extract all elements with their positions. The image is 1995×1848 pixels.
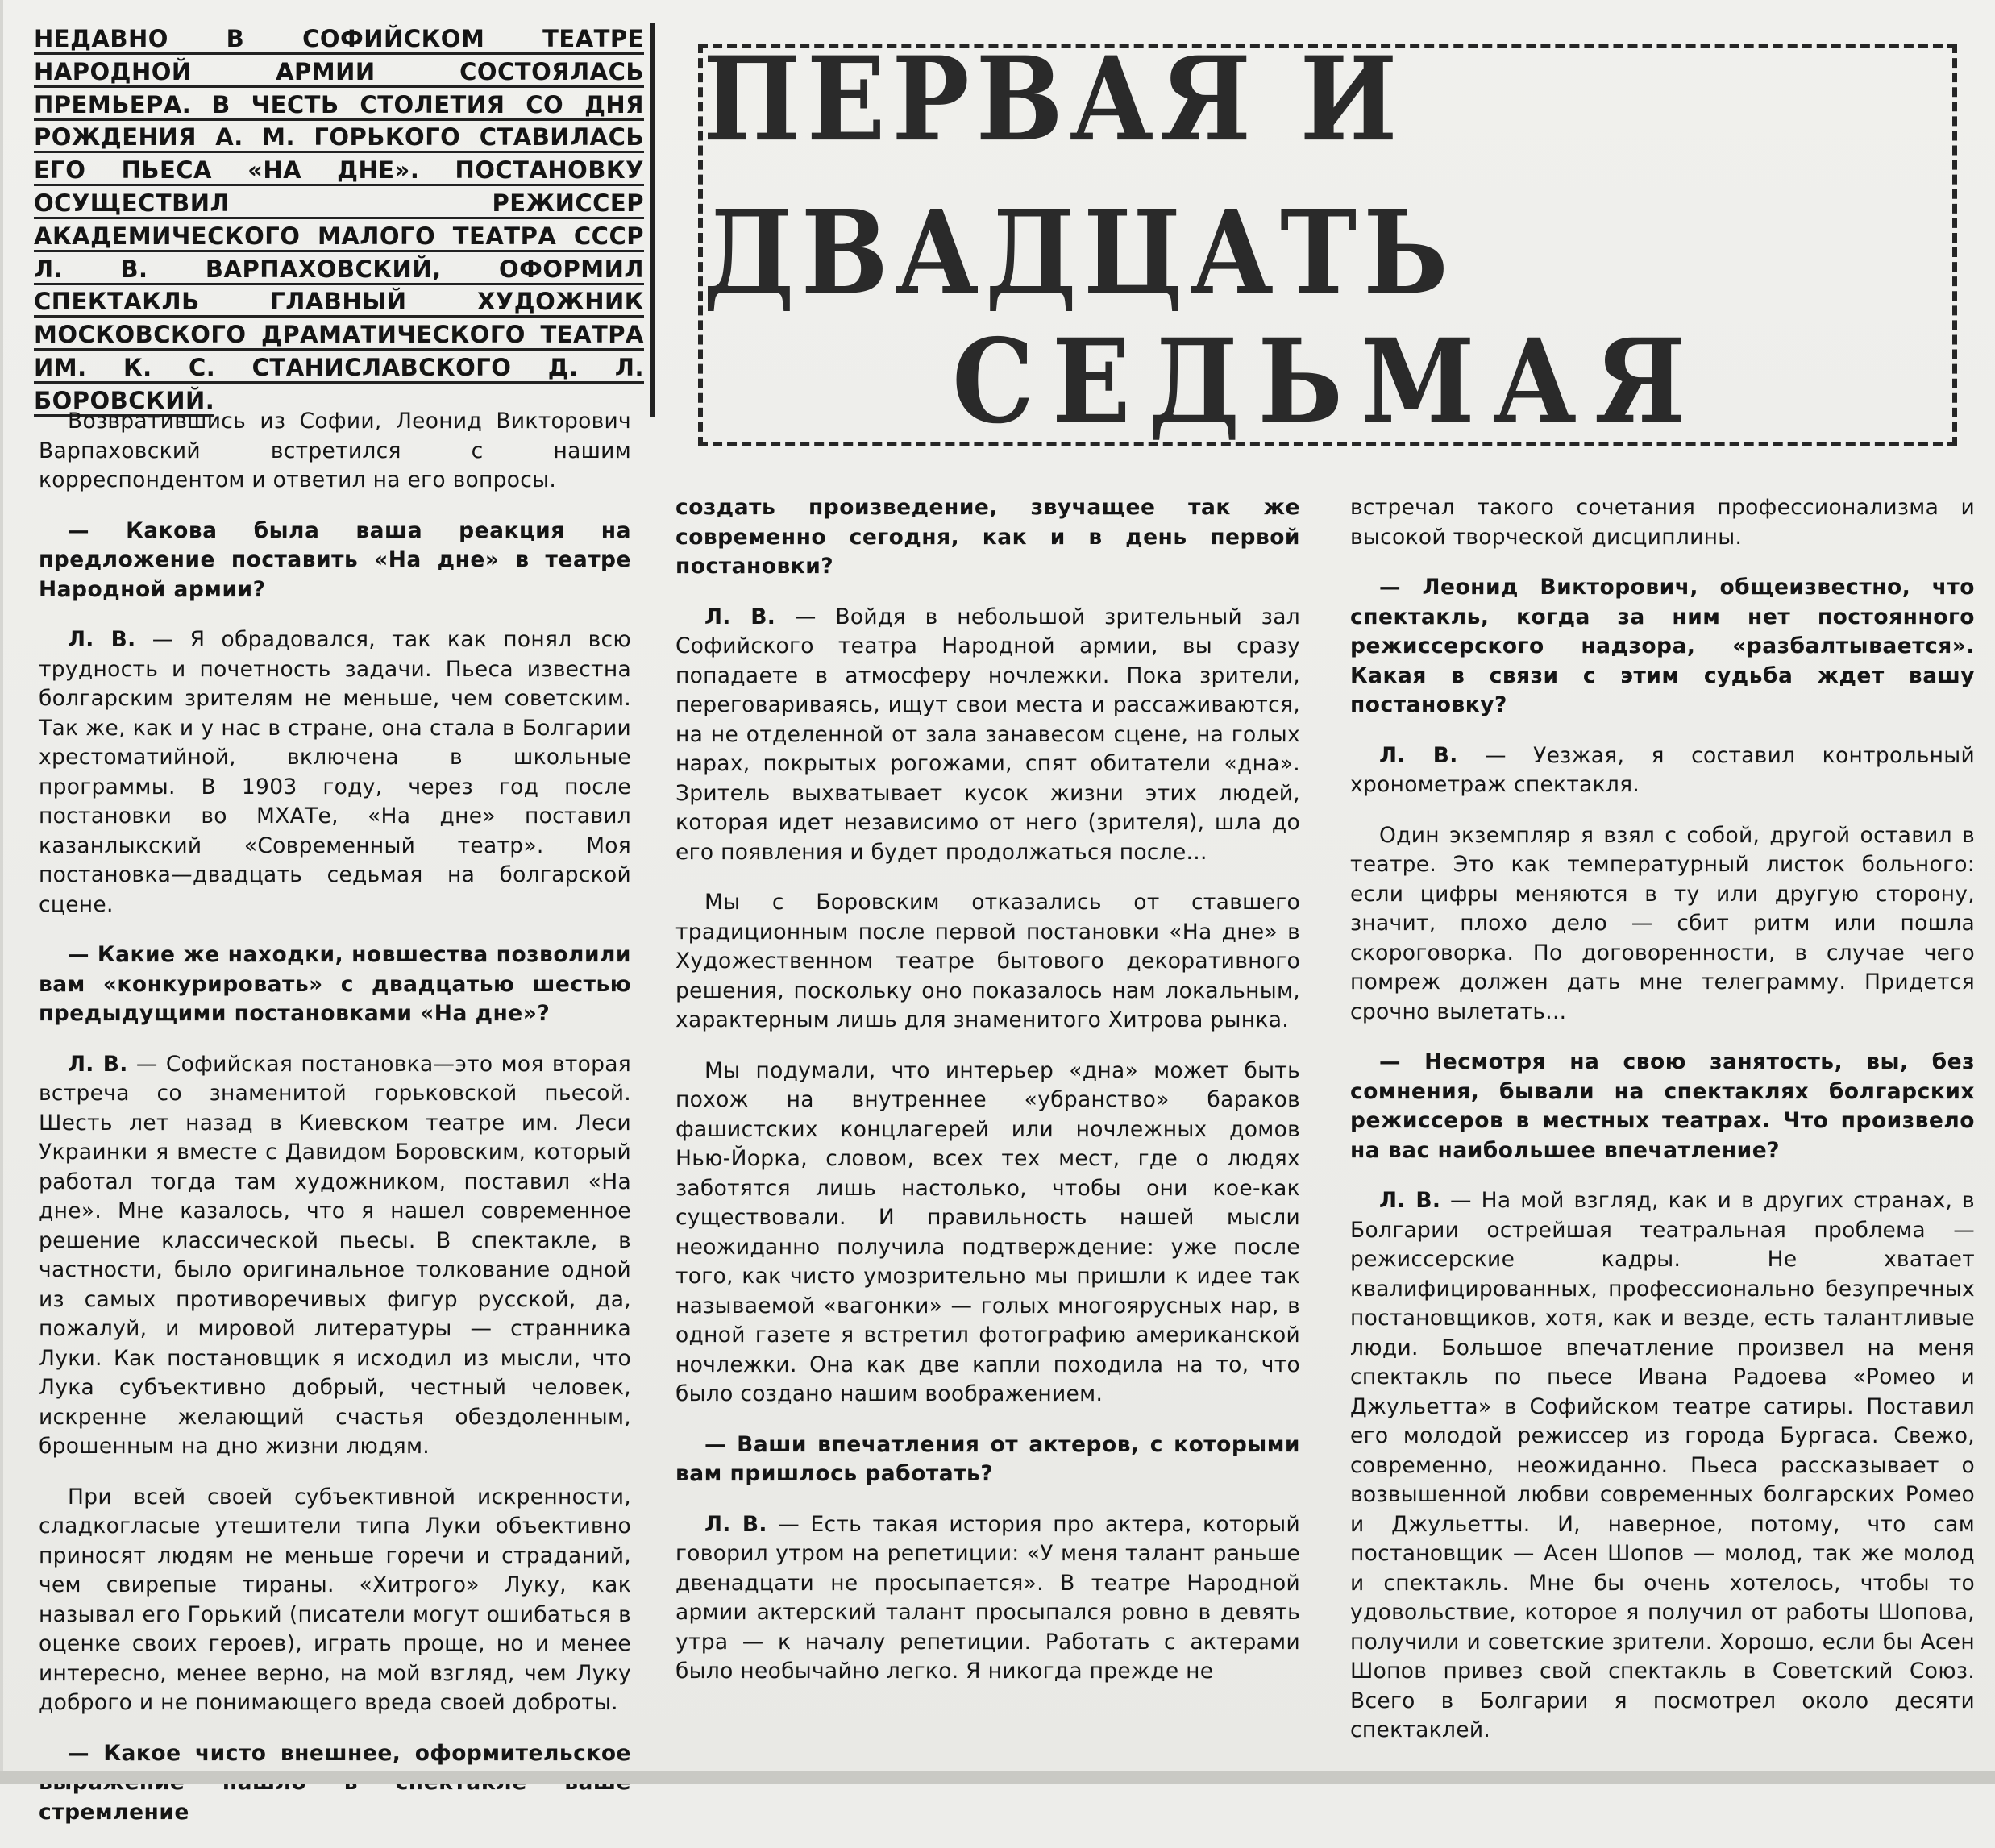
speaker-initials: Л. В. xyxy=(68,1051,128,1077)
paragraph: При всей своей субъективной искренности, сладкогласые утешители типа Луки объективно приносят людям не меньше горечи и страданий, чем свирепые тираны. «Хитрого» Луку, как называл его Горький (писатели могут ошибаться в оценке своих героев), играть проще, но и менее интересно, менее верно, на мой взгляд, чем Луку доброго и не понимающего вреда своей доброты. xyxy=(39,1484,631,1715)
column-3 xyxy=(1350,493,1975,1767)
column-1 xyxy=(39,407,631,1848)
answer-1-text: — Я обрадовался, так как понял всю трудность и почетность задачи. Пьеса известна болгарским зрителям не меньше, чем советским. Так же, как и у нас в стране, она стала в Болгарии хрестоматийной, включена в школьные программы. В 1903 году, через год после постановки во МХАТе, «На дне» поставил казанлыкский «Современный театр». Моя постановка—двадцать седьмая на болгарской сцене. xyxy=(39,627,631,917)
speaker-initials: Л. В. xyxy=(68,627,136,652)
answer-4-text: — Есть такая история про актера, который говорил утром на репетиции: «У меня талант раньше двенадцати не просыпается». В театре Народной армии актерский талант просыпался ровно в девять утра — к началу репетиции. Работать с актерами было необычайно легко. Я никогда прежде не xyxy=(675,1511,1300,1684)
question-1: — Какова была ваша реакция на предложение поставить «На дне» в театре Народной армии? xyxy=(39,517,631,602)
answer-2 xyxy=(39,1050,631,1462)
paragraph: Мы подумали, что интерьер «дна» может быть похож на внутреннее «убранство» бараков фашистских концлагерей или ночлежных домов Нью-Йорка, словом, всех тех мест, где о людях заботятся лишь настолько, чтобы они кое-как существовали. И правильность нашей мысли неожиданно получила подтверждение: уже после того, как чисто умозрительно мы пришли к идее так называемой «вагонки» — голых многоярусных нар, в одной газете я встретил фотографию американской ночлежки. Она как две капли походила на то, что было создано нашим воображением. xyxy=(675,1057,1300,1406)
answer-2-text: — Софийская постановка—это моя вторая встреча со знаменитой горьковской пьесой. Шесть лет назад в Киевском театре им. Леси Украинки я вместе с Давидом Боровским, который работал тогда там художником, поставил «На дне». Мне казалось, что я нашел современное решение классической пьесы. В спектакле, в частности, было оригинальное толкование одной из самых противоречивых фигур русской, да, пожалуй, и мировой литературы — странника Луки. Как постановщик я исходил из мысли, что Лука субъективно добрый, честный человек, искренне желающий счастья обездоленным, брошенным на дно жизни людям. xyxy=(39,1051,631,1459)
lead-paragraph xyxy=(34,23,655,417)
speaker-initials: Л. В. xyxy=(1379,742,1458,768)
question-5: — Леонид Викторович, общеизвестно, что спектакль, когда за ним нет постоянного режиссерского надзора, «разбалтывается». Какая в связи с этим судьба ждет вашу постановку? xyxy=(1350,575,1975,717)
answer-3 xyxy=(675,603,1300,868)
answer-5-text: — Уезжая, я составил контрольный хронометраж спектакля. xyxy=(1350,742,1975,797)
headline-line-2: СЕДЬМАЯ xyxy=(952,314,1703,450)
answer-4-continued: встречал такого сочетания профессионализма и высокой творческой дисциплины. xyxy=(1350,495,1975,550)
answer-4 xyxy=(675,1510,1300,1687)
answer-5 xyxy=(1350,741,1975,800)
question-3-continued: создать произведение, звучащее так же современно сегодня, как и в день первой постановки? xyxy=(675,495,1300,579)
question-4: — Ваши впечатления от актеров, с которыми вам пришлось работать? xyxy=(675,1431,1300,1486)
answer-6-text: — На мой взгляд, как и в других странах, в Болгарии острейшая театральная проблема — режиссерские кадры. Не хватает квалифицированных, профессионально безупречных постановщиков, хотя, как и везде, есть талантливые люди. Большое впечатление произвел на меня спектакль по пьесе Ивана Радоева «Ромео и Джульетта» в Софийском театре сатиры. Поставил его молодой режиссер из города Бургаса. Свежо, современно, неожиданно. Пьеса рассказывает о возвышенной любви современных болгарских Ромео и Джульетты. И, наверное, потому, что сам постановщик — Асен Шопов — молод, так же молод и спектакль. Мне бы очень хотелось, чтобы то удовольствие, которое я получил от работы Шопова, получили и советские зрители. Хорошо, если бы Асен Шопов привез свой спектакль в Советский Союз. Всего в Болгарии я посмотрел около десяти спектаклей. xyxy=(1350,1188,1975,1742)
answer-6 xyxy=(1350,1186,1975,1746)
paragraph: Мы с Боровским отказались от ставшего традиционным после первой постановки «На дне» в Художественном театре бытового декоративного решения, поскольку оно показалось нам локальным, характерным лишь для знаменитого Хитрова рынка. xyxy=(675,890,1300,1032)
lead-text: НЕДАВНО В СОФИЙСКОМ ТЕАТРЕ НАРОДНОЙ АРМИИ СОСТОЯЛАСЬ ПРЕМЬЕРА. В ЧЕСТЬ СТОЛЕТИЯ СО ДНЯ РОЖДЕНИЯ А. М. ГОРЬКОГО СТАВИЛАСЬ ЕГО ПЬЕСА «НА ДНЕ». ПОСТАНОВКУ ОСУЩЕСТВИЛ РЕЖИССЕР АКАДЕМИЧЕСКОГО МАЛОГО ТЕАТРА СССР Л. В. ВАРПАХОВСКИЙ, ОФОРМИЛ СПЕКТАКЛЬ ГЛАВНЫЙ ХУДОЖНИК МОСКОВСКОГО ДРАМАТИЧЕСКОГО ТЕАТРА ИМ. К. С. СТАНИСЛАВСКОГО Д. Л. БОРОВСКИЙ. xyxy=(34,25,644,417)
question-3: — Какое чисто внешнее, оформительское стремление xyxy=(39,1740,631,1825)
speaker-initials: Л. В. xyxy=(1379,1188,1441,1213)
answer-1 xyxy=(39,625,631,920)
intro-paragraph: Возвратившись из Софии, Леонид Викторович Варпаховский встретился с нашим корреспондентом и ответил на его вопросы. xyxy=(39,409,631,492)
column-2 xyxy=(675,493,1300,1708)
scan-edge xyxy=(0,0,3,1784)
question-6: — Несмотря на свою занятость, вы, без сомнения, бывали на спектаклях болгарских режиссеров в местных театрах. Что произвело на вас наибольшее впечатление? xyxy=(1350,1049,1975,1163)
headline-line-1: ПЕРВАЯ И ДВАДЦАТЬ xyxy=(703,31,1455,322)
paragraph: Один экземпляр я взял с собой, другой оставил в театре. Это как температурный листок больного: если цифры меняются в ту или другую сторону, значит, плохо дело — сбит ритм или пошла скороговорка. По договоренности, в случае чего помреж должен дать мне телеграмму. Придется срочно вылетать... xyxy=(1350,822,1975,1024)
headline-box xyxy=(698,31,1957,450)
speaker-initials: Л. В. xyxy=(704,1511,767,1537)
scan-bottom-edge xyxy=(0,1771,1995,1784)
speaker-initials: Л. В. xyxy=(704,604,776,629)
answer-3-text: — Войдя в небольшой зрительный зал Софийского театра Народной армии, вы сразу попадаете в атмосферу ночлежки. Пока зрители, переговариваясь, ищут свои места и рассаживаются, на не отделенной от зала занавесом сцене, на голых нарах, покрытых рогожами, спят обитатели «дна». Зритель выхватывает кусок жизни этих людей, которая идет независимо от него (зрителя), шла до его появления и будет продолжаться после... xyxy=(675,604,1300,865)
question-2: — Какие же находки, новшества позволили вам «конкурировать» с двадцатью шестью предыдущими постановками «На дне»? xyxy=(39,942,631,1026)
